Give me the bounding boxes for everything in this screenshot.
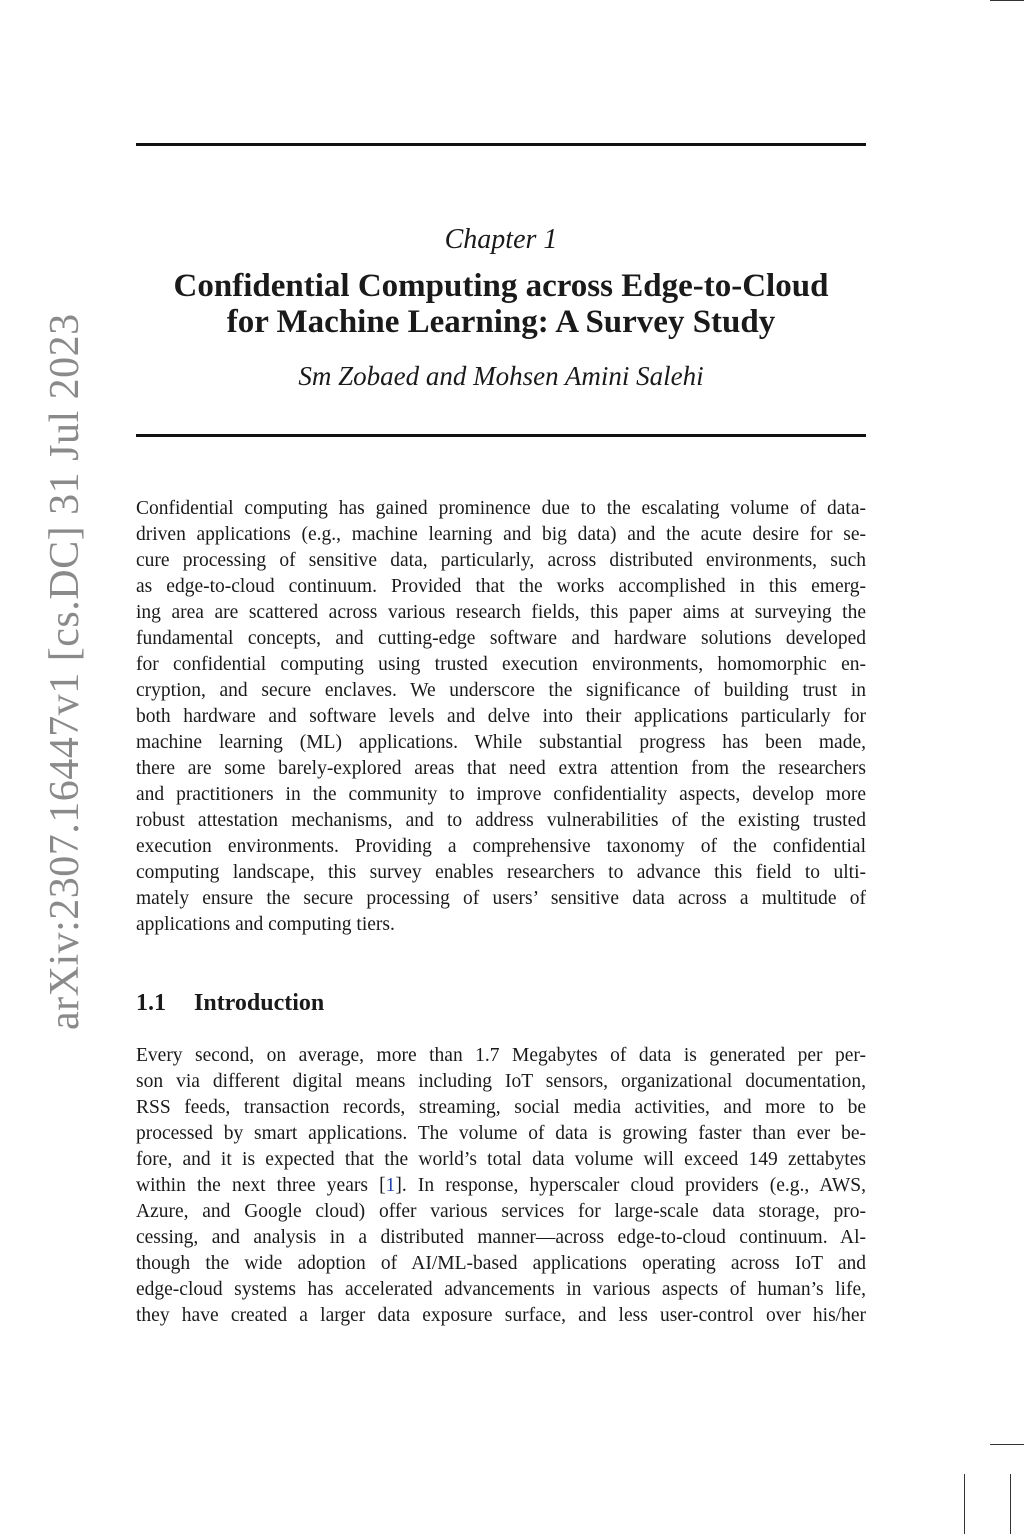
section-number: 1.1	[136, 990, 166, 1016]
abstract-line: applications and computing tiers.	[136, 914, 395, 935]
chapter-label: Chapter 1	[444, 224, 558, 255]
chapter-title-line: for Machine Learning: A Survey Study	[226, 304, 776, 340]
intro-line: Every second, on average, more than 1.7 Megabytes of data is generated per per-	[136, 1045, 866, 1066]
abstract-line: cure processing of sensitive data, particularly, across distributed environments, such	[136, 550, 866, 571]
section-title: Introduction	[194, 990, 325, 1016]
arxiv-identifier-stamp: arXiv:2307.16447v1 [cs.DC] 31 Jul 2023	[42, 313, 88, 1030]
intro-line: Azure, and Google cloud) offer various services for large-scale data storage, pro-	[136, 1201, 866, 1222]
intro-text-segment: within the next three years [	[136, 1175, 386, 1196]
abstract-line: driven applications (e.g., machine learning and big data) and the acute desire for se-	[136, 524, 866, 545]
intro-line: though the wide adoption of AI/ML-based applications operating across IoT and	[136, 1253, 866, 1274]
abstract-line: for confidential computing using trusted execution environments, homomorphic en-	[136, 654, 866, 675]
abstract-line: execution environments. Providing a comprehensive taxonomy of the confidential	[136, 836, 866, 857]
abstract-line: cryption, and secure enclaves. We underscore the significance of building trust in	[136, 680, 866, 701]
crop-mark	[1010, 1474, 1011, 1534]
abstract-line: both hardware and software levels and delve into their applications particularly for	[136, 706, 866, 727]
chapter-title-line: Confidential Computing across Edge-to-Cloud	[173, 268, 829, 304]
section-heading	[136, 987, 324, 1019]
crop-mark	[990, 0, 1024, 1]
intro-line: they have created a larger data exposure surface, and less user-control over his/her	[136, 1305, 866, 1326]
abstract-line: robust attestation mechanisms, and to address vulnerabilities of the existing trusted	[136, 810, 866, 831]
intro-line: processed by smart applications. The volume of data is growing faster than ever be-	[136, 1123, 866, 1144]
intro-line: fore, and it is expected that the world’s total data volume will exceed 149 zettabytes	[136, 1149, 866, 1170]
crop-mark	[990, 1444, 1024, 1445]
abstract-line: machine learning (ML) applications. While substantial progress has been made,	[136, 732, 866, 753]
intro-line: RSS feeds, transaction records, streaming, social media activities, and more to be	[136, 1097, 866, 1118]
abstract-line: ing area are scattered across various research fields, this paper aims at surveying the	[136, 602, 866, 623]
crop-mark	[964, 1474, 965, 1534]
abstract-line: there are some barely-explored areas that need extra attention from the researchers	[136, 758, 866, 779]
chapter-title	[136, 268, 866, 340]
abstract-line: as edge-to-cloud continuum. Provided that the works accomplished in this emerg-	[136, 576, 866, 597]
intro-line	[136, 1173, 866, 1199]
header-bottom-rule	[136, 434, 866, 437]
abstract-line: Confidential computing has gained prominence due to the escalating volume of data-	[136, 498, 866, 519]
intro-line: edge-cloud systems has accelerated advancements in various aspects of human’s life,	[136, 1279, 866, 1300]
abstract-line: fundamental concepts, and cutting-edge software and hardware solutions developed	[136, 628, 866, 649]
header-top-rule	[136, 143, 866, 146]
abstract-line: computing landscape, this survey enables researchers to advance this field to ulti-	[136, 862, 866, 883]
abstract	[136, 496, 866, 938]
abstract-line: and practitioners in the community to improve confidentiality aspects, develop more	[136, 784, 866, 805]
intro-line: son via different digital means including IoT sensors, organizational documentation,	[136, 1071, 866, 1092]
intro-text-segment: ]. In response, hyperscaler cloud providers (e.g., AWS,	[395, 1175, 866, 1196]
intro-line: cessing, and analysis in a distributed manner—across edge-to-cloud continuum. Al-	[136, 1227, 866, 1248]
citation-link[interactable]: 1	[385, 1175, 396, 1196]
chapter-authors: Sm Zobaed and Mohsen Amini Salehi	[298, 361, 704, 391]
introduction-paragraph	[136, 1043, 866, 1329]
abstract-line: mately ensure the secure processing of users’ sensitive data across a multitude of	[136, 888, 866, 909]
